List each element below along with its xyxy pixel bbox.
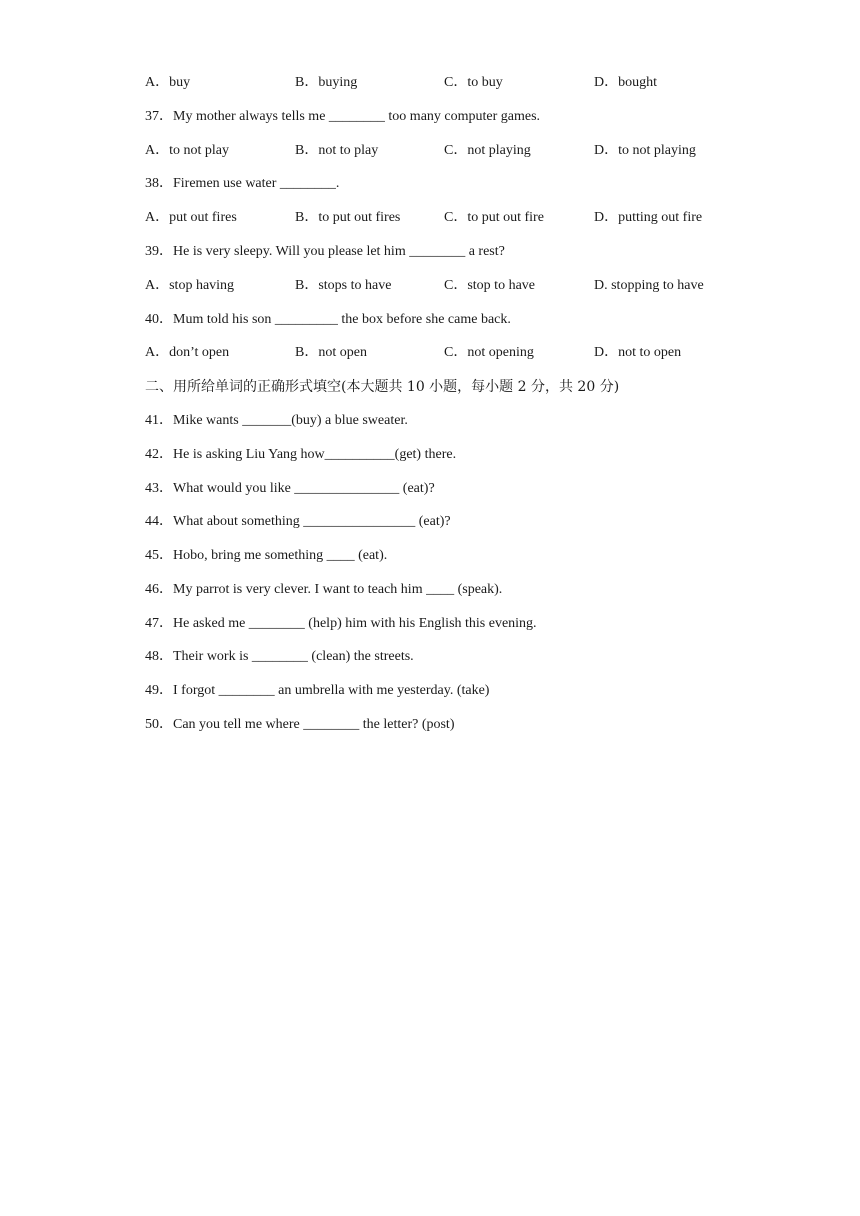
question-39-options: [145, 276, 745, 296]
fill-item-45: 45．Hobo, bring me something ____ (eat).: [145, 548, 388, 563]
option-a: A．buy: [145, 75, 191, 90]
option-d: D．putting out fire: [594, 210, 703, 225]
question-38-options: [145, 208, 745, 228]
question-38: 38．Firemen use water ________.: [145, 176, 340, 191]
fill-item-43: 43．What would you like _______________ (eat)?: [145, 481, 435, 496]
option-b: B．not open: [295, 345, 367, 360]
question-40-options: [145, 343, 745, 363]
option-c: C．to buy: [444, 75, 503, 90]
fill-item-41: 41．Mike wants _______(buy) a blue sweater.: [145, 413, 408, 428]
option-c: C．to put out fire: [444, 210, 544, 225]
question-36-options: [145, 73, 745, 93]
option-d: D．to not playing: [594, 143, 696, 158]
option-b: B．to put out fires: [295, 210, 401, 225]
fill-item-50: 50．Can you tell me where ________ the letter? (post): [145, 717, 455, 732]
option-c: C．not opening: [444, 345, 534, 360]
option-a: A．to not play: [145, 143, 229, 158]
question-37-options: [145, 141, 745, 161]
option-b: B．buying: [295, 75, 358, 90]
section-heading: 二、用所给单词的正确形式填空(本大题共 10 小题，每小题 2 分，共 20 分): [145, 379, 620, 395]
option-a: A．stop having: [145, 278, 235, 293]
option-d: D. stopping to have: [594, 278, 704, 293]
option-a: A．don’t open: [145, 345, 230, 360]
fill-item-48: 48．Their work is ________ (clean) the streets.: [145, 649, 414, 664]
option-a: A．put out fires: [145, 210, 237, 225]
option-d: D．bought: [594, 75, 657, 90]
question-40: 40．Mum told his son _________ the box before she came back.: [145, 312, 511, 327]
question-37: 37．My mother always tells me ________ too many computer games.: [145, 109, 541, 124]
fill-item-44: 44．What about something ________________ (eat)?: [145, 514, 451, 529]
question-39: 39．He is very sleepy. Will you please let him ________ a rest?: [145, 244, 505, 259]
option-c: C．stop to have: [444, 278, 535, 293]
fill-item-47: 47．He asked me ________ (help) him with his English this evening.: [145, 616, 537, 631]
option-b: B．stops to have: [295, 278, 392, 293]
option-b: B．not to play: [295, 143, 379, 158]
fill-item-46: 46．My parrot is very clever. I want to teach him ____ (speak).: [145, 582, 503, 597]
fill-item-42: 42．He is asking Liu Yang how__________(get) there.: [145, 447, 457, 462]
fill-item-49: 49．I forgot ________ an umbrella with me yesterday. (take): [145, 683, 490, 698]
option-c: C．not playing: [444, 143, 531, 158]
option-d: D．not to open: [594, 345, 682, 360]
